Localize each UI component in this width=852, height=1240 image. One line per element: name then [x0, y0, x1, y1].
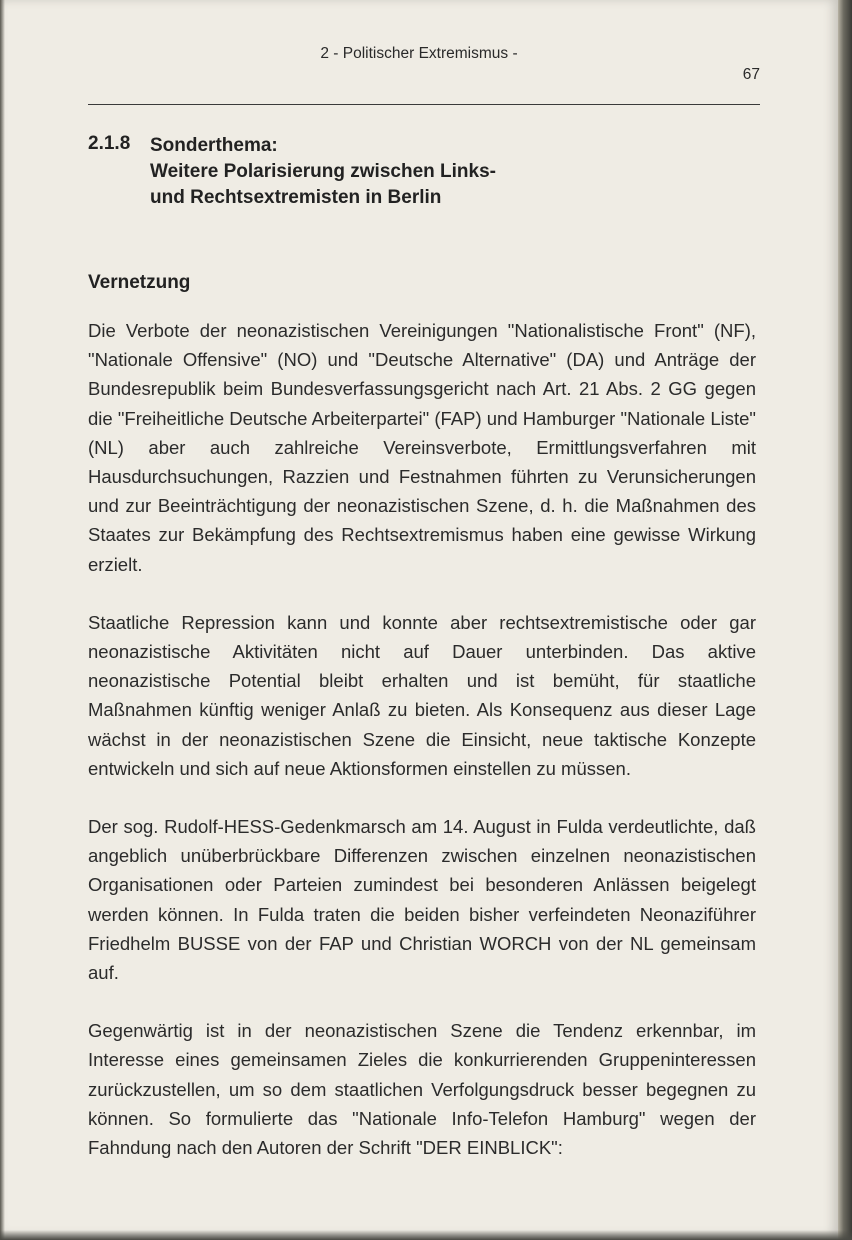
body-text	[88, 316, 756, 1191]
section-title	[150, 133, 750, 211]
section-title-line: Weitere Polarisierung zwischen Links-	[150, 161, 496, 182]
paragraph: Der sog. Rudolf-HESS-Gedenkmarsch am 14. August in Fulda verdeutlichte, daß angeblich unüberbrückbare Differenzen zwischen einzelnen neonazistischen Organisationen oder Parteien zumindest bei besonderen Anlässen beigelegt werden können. In Fulda traten die beiden bisher verfeindeten Neonaziführer Friedhelm BUSSE von der FAP und Christian WORCH von der NL gemeinsam auf.	[88, 816, 756, 984]
page-number: 67	[742, 66, 760, 83]
header-rule	[88, 104, 760, 105]
running-header: 2 - Politischer Extremismus -	[320, 45, 518, 62]
paragraph: Die Verbote der neonazistischen Vereinigungen "Nationalistische Front" (NF), "Nationale Offensive" (NO) und "Deutsche Alternative" (DA) und Anträge der Bundesrepublik beim Bundesverfassungsgericht nach Art. 21 Abs. 2 GG gegen die "Freiheitliche Deutsche Arbeiterpartei" (FAP) und Hamburger "Nationale Liste" (NL) aber auch zahlreiche Vereinsverbote, Ermittlungsverfahren mit Hausdurchsuchungen, Razzien und Festnahmen führten zu Verunsicherungen und zur Beeinträchtigung der neonazistischen Szene, d. h. die Maßnahmen des Staates zur Bekämpfung des Rechtsextremismus haben eine gewisse Wirkung erzielt.	[88, 320, 756, 575]
paragraph: Staatliche Repression kann und konnte aber rechtsextremistische oder gar neonazistische Aktivitäten nicht auf Dauer unterbinden. Das aktive neonazistische Potential bleibt erhalten und ist bemüht, für staatliche Maßnahmen künftig weniger Anlaß zu bieten. Als Konsequenz aus dieser Lage wächst in der neonazistischen Szene die Einsicht, neue taktische Konzepte entwickeln und sich auf neue Aktionsformen einstellen zu müssen.	[88, 611, 756, 779]
page-bottom-edge	[0, 1230, 852, 1240]
page-left-edge	[0, 0, 5, 1240]
section-title-line: Sonderthema:	[150, 135, 278, 156]
subheading: Vernetzung	[88, 272, 191, 293]
page-right-edge	[838, 0, 852, 1240]
section-title-line: und Rechtsextremisten in Berlin	[150, 187, 442, 208]
section-number: 2.1.8	[88, 133, 131, 154]
paragraph: Gegenwärtig ist in der neonazistischen Szene die Tendenz erkennbar, im Interesse eines gemeinsamen Zieles die konkurrierenden Gruppeninteressen zurückzustellen, um so dem staatlichen Verfolgungsdruck besser begegnen zu können. So formulierte das "Nationale Info-Telefon Hamburg" wegen der Fahndung nach den Autoren der Schrift "DER EINBLICK":	[88, 1020, 756, 1159]
